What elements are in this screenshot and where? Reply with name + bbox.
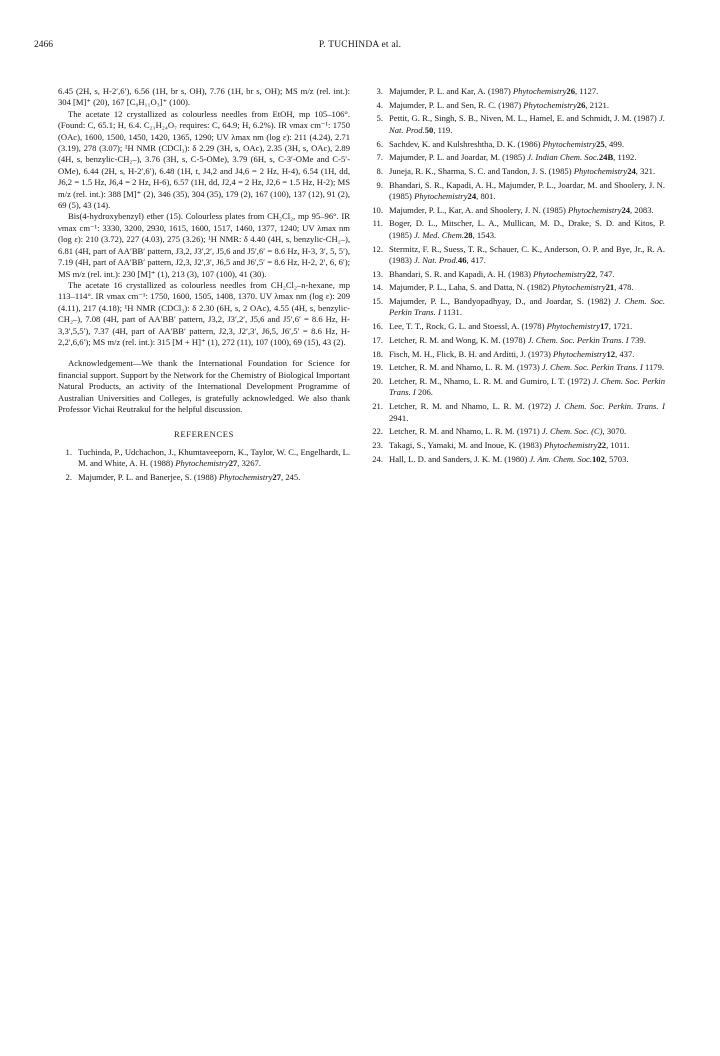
- reference-item: [369, 205, 665, 216]
- reference-item: [369, 166, 665, 177]
- reference-number: 5.: [376, 113, 383, 124]
- reference-authors: Majumder, P. L. and Banerjee, S. (1988): [78, 471, 217, 482]
- reference-source: Phytochemistry: [573, 165, 628, 176]
- reference-volume: 26: [576, 99, 586, 110]
- reference-source: J. Med. Chem.: [414, 229, 464, 240]
- reference-authors: Letcher, R. M. and Nhamo, L. R. M. (1971): [389, 426, 540, 437]
- reference-pages: , 5703.: [604, 453, 629, 464]
- experimental-paragraph: Bis(4-hydroxybenzyl) ether (15). Colourless plates from CH₂Cl₂, mp 95–96°. IR νmax cm⁻¹: 3330, 3200, 2930, 1615, 1600, 1517, 1460, 1377, 1240; UV λmax nm (log ε): 210 (3.72), 227 (4.03), 275 (3.26); ¹H NMR: δ 4.40 (4H, s, benzylic-CH₂–), 6.81 (4H, part of AA′BB′ pattern, J3,2, J3′,2′, J5,6 and J5′,6′ = 8.6 Hz, H-3, 3′, 5, 5′), 7.19 (4H, part of AA′BB′ pattern, J2,3, J2′,3′, J6,5 and J6′,5′ = 8.6 Hz, H-2, 2′, 6, 6′); MS m/z (rel. int.): 230 [M]⁺ (1), 213 (3), 107 (100), 41 (30).: [58, 211, 350, 279]
- reference-item: [369, 218, 665, 241]
- reference-volume: 22: [586, 268, 596, 279]
- reference-source: J. Chem. Soc. Perkin Trans. I: [527, 334, 629, 345]
- reference-number: 6.: [376, 138, 383, 149]
- reference-pages: , 417.: [466, 254, 486, 265]
- reference-authors: Lee, T. T., Rock, G. L. and Stoessl, A. (1978): [389, 321, 545, 332]
- reference-pages: , 1011.: [606, 439, 630, 450]
- reference-authors: Majumder, P. L. and Joardar, M. (1985): [389, 152, 526, 163]
- reference-authors: Letcher, R. M. and Nhamo, L. R. M. (1973): [389, 362, 540, 373]
- reference-number: 4.: [376, 99, 383, 110]
- reference-source: J. Chem. Soc. Perkin Trans. I: [541, 362, 643, 373]
- reference-item: [369, 180, 665, 203]
- reference-authors: Boger, D. L., Mitscher, L. A., Mullican, M. D., Drake, S. D. and Kitos, P. (1985): [389, 218, 665, 240]
- reference-pages: , 437.: [615, 348, 635, 359]
- reference-pages: , 2121.: [585, 99, 609, 110]
- reference-number: 11.: [372, 218, 383, 229]
- page-number: 2466: [34, 40, 53, 50]
- reference-source: Phytochemistry: [512, 86, 567, 96]
- reference-volume: 50: [424, 124, 434, 135]
- reference-number: 21.: [372, 401, 383, 412]
- reference-source: J. Chem. Soc. Perkin. Trans. I: [554, 401, 665, 412]
- reference-volume: 24: [467, 191, 477, 202]
- reference-authors: Majumder, P. L., Bandyopadhyay, D., and Joardar, S. (1982): [389, 296, 611, 307]
- reference-pages: , 478.: [614, 282, 634, 293]
- reference-pages: , 1721.: [608, 321, 633, 332]
- reference-number: 18.: [372, 348, 383, 359]
- reference-source: J. Chem. Soc. Perkin Trans. I: [389, 375, 665, 398]
- experimental-paragraph: 6.45 (2H, s, H-2′,6′), 6.56 (1H, br s, OH), 7.76 (1H, br s, OH); MS m/z (rel. int.): 304 [M]⁺ (20), 167 [C₉H₁₁O₃]⁺ (100).: [58, 86, 350, 108]
- reference-number: 7.: [376, 152, 383, 163]
- reference-source: Phytochemistry: [546, 321, 601, 332]
- reference-volume: 27: [228, 458, 238, 469]
- reference-volume: 12: [606, 348, 616, 359]
- reference-number: 24.: [372, 453, 383, 464]
- reference-authors: Letcher, R. M. and Nhamo, L. R. M. (1972): [389, 401, 552, 412]
- reference-pages: 1179.: [642, 362, 665, 373]
- reference-volume: 24: [627, 165, 636, 176]
- reference-number: 9.: [376, 179, 383, 190]
- reference-source: Phytochemistry: [175, 458, 229, 469]
- reference-pages: , 1543.: [472, 229, 497, 240]
- reference-list-left: [58, 447, 350, 484]
- reference-number: 12.: [372, 243, 383, 254]
- reference-item: [369, 139, 665, 150]
- reference-volume: 24B: [598, 152, 614, 163]
- reference-pages: 739.: [628, 334, 646, 345]
- reference-number: 16.: [372, 321, 383, 332]
- reference-source: Phytochemistry: [544, 439, 598, 450]
- reference-number: 14.: [372, 282, 383, 293]
- left-column: [58, 86, 350, 486]
- reference-pages: 1131.: [440, 307, 462, 318]
- reference-authors: Majumder, P. L. and Sen, R. C. (1987): [389, 99, 522, 110]
- reference-item: [369, 376, 665, 399]
- reference-source: Phytochemistry: [552, 282, 606, 293]
- reference-item: [369, 282, 665, 293]
- reference-number: 23.: [372, 439, 383, 450]
- acknowledgement: Acknowledgement—We thank the International Foundation for Science for financial support. Support by the Network for the Chemistry of Biological Important Natural Products, an activity of the International Development Programme of Australian Universities and Colleges, is gratefully acknowledged. We also thank Professor Vichai Reutrakul for the helpful discussion.: [58, 358, 350, 414]
- reference-pages: 206.: [415, 387, 433, 398]
- reference-authors: Letcher, R. M. and Wong, K. M. (1978): [389, 334, 526, 345]
- reference-volume: 46: [457, 254, 467, 265]
- reference-pages: , 3070.: [602, 426, 627, 437]
- reference-authors: Majumder, P. L., Laha, S. and Datta, N. (1982): [389, 282, 550, 293]
- reference-item: [369, 100, 665, 111]
- reference-source: J. Indian Chem. Soc.: [527, 152, 599, 163]
- reference-item: [369, 244, 665, 267]
- reference-source: Phytochemistry: [414, 191, 468, 202]
- reference-source: Phytochemistry: [218, 471, 273, 482]
- reference-pages: , 119.: [433, 124, 453, 135]
- reference-authors: Stermitz, F. R., Suess, T. R., Schauer, C. K., Anderson, O. P. and Bye, Jr., R. A. (1983): [389, 243, 665, 265]
- reference-number: 2.: [65, 471, 72, 482]
- reference-volume: 24: [621, 204, 631, 215]
- reference-item: [369, 86, 665, 97]
- reference-pages: , 747.: [595, 268, 615, 279]
- reference-source: J. Nat. Prod.: [389, 113, 665, 135]
- reference-item: [369, 269, 665, 280]
- reference-authors: Juneja, R. K., Sharma, S. C. and Tandon, J. S. (1985): [389, 165, 572, 176]
- reference-number: 3.: [376, 86, 383, 96]
- references-heading: REFERENCES: [174, 429, 234, 440]
- reference-item: [369, 113, 665, 136]
- reference-item: [369, 440, 665, 451]
- reference-item: [369, 321, 665, 332]
- reference-volume: 27: [272, 471, 282, 482]
- reference-item: [58, 472, 350, 483]
- reference-item: [369, 401, 665, 424]
- reference-source: Phytochemistry: [533, 268, 587, 279]
- reference-number: 20.: [372, 375, 383, 386]
- reference-pages: , 2083.: [630, 204, 654, 215]
- reference-volume: 26: [566, 86, 575, 96]
- reference-authors: Majumder, P. L. and Kar, A. (1987): [389, 86, 511, 96]
- reference-number: 13.: [372, 268, 383, 279]
- reference-number: 8.: [376, 165, 383, 176]
- reference-volume: 17: [600, 321, 609, 332]
- reference-authors: Hall, L. D. and Sanders, J. K. M. (1980): [389, 453, 528, 464]
- reference-item: [369, 362, 665, 373]
- reference-item: [369, 296, 665, 319]
- reference-source: J. Am. Chem. Soc.: [529, 453, 592, 464]
- experimental-paragraph: The acetate 16 crystallized as colourless needles from CH₂Cl₂–n-hexane, mp 113–114°. IR νmax cm⁻¹: 1750, 1600, 1505, 1408, 1370. UV λmax nm (log ε): 209 (4.11), 217 (4.18); ¹H NMR (CDCl₃): δ 2.30 (6H, s, 2 OAc), 4.55 (4H, s, benzylic-CH₂–), 7.08 (4H, part of AA′BB′ pattern, J3,2, J3′,2′, J5,6 and J5′,6′ = 8.6 Hz, H-3,3′,5,5′), 7.37 (4H, part of AA′BB′ pattern, J2,3, J2′,3′, J6,5, J6′,5′ = 8.6 Hz, H-2,2′,6,6′); MS m/z (rel. int.): 315 [M + H]⁺ (1), 272 (11), 107 (100), 69 (15), 43 (2).: [58, 279, 350, 347]
- reference-number: 10.: [372, 204, 383, 215]
- right-column: [369, 86, 665, 467]
- reference-authors: Takagi, S., Yamaki, M. and Inoue, K. (1983): [389, 439, 542, 450]
- reference-authors: Pettit, G. R., Singh, S. B., Niven, M. L., Hamel, E. and Schmidt, J. M. (1987): [389, 113, 657, 124]
- reference-item: [369, 152, 665, 163]
- reference-volume: 102: [591, 453, 605, 464]
- reference-authors: Bhandari, S. R., Kapadi, A. H., Majumder, P. L., Joardar, M. and Shoolery, J. N. (1985): [389, 179, 665, 202]
- reference-number: 19.: [372, 362, 383, 373]
- reference-authors: Tuchinda, P., Udchachon, J., Khumtaveeporn, K., Taylor, W. C., Engelhardt, L. M. and White, A. H. (1988): [78, 446, 350, 469]
- reference-pages: , 499.: [604, 138, 625, 149]
- reference-source: Phytochemistry: [567, 204, 622, 215]
- reference-source: J. Chem. Soc. (C): [541, 426, 603, 437]
- reference-source: Phytochemistry: [553, 348, 607, 359]
- reference-item: [369, 454, 665, 465]
- reference-authors: Majumder, P. L., Kar, A. and Shoolery, J. N. (1985): [389, 204, 566, 215]
- reference-pages: , 1192.: [613, 152, 637, 163]
- reference-volume: 28: [463, 229, 473, 240]
- reference-pages: , 245.: [281, 471, 301, 482]
- reference-pages: , 321.: [635, 165, 656, 176]
- reference-pages: , 3267.: [237, 458, 261, 469]
- reference-list-right: [369, 86, 665, 465]
- reference-volume: 25: [596, 138, 605, 149]
- reference-source: Phytochemistry: [523, 99, 577, 110]
- reference-authors: Bhandari, S. R. and Kapadi, A. H. (1983): [389, 268, 532, 279]
- reference-authors: Sachdev, K. and Kulshreshtha, D. K. (1986): [389, 138, 541, 149]
- reference-number: 22.: [372, 426, 383, 437]
- reference-source: Phytochemistry: [542, 138, 597, 149]
- running-title: P. TUCHINDA et al.: [318, 40, 402, 50]
- reference-pages: , 1127.: [574, 86, 599, 96]
- reference-item: [369, 335, 665, 346]
- reference-pages: , 801.: [476, 191, 496, 202]
- reference-item: [369, 426, 665, 437]
- reference-authors: Letcher, R. M., Nhamo, L. R. M. and Gumiro, I. T. (1972): [389, 375, 591, 386]
- reference-number: 17.: [372, 334, 383, 345]
- reference-number: 1.: [65, 446, 72, 457]
- reference-volume: 22: [597, 439, 607, 450]
- reference-source: J. Chem. Soc. Perkin Trans. I: [389, 296, 666, 318]
- reference-authors: Fisch, M. H., Flick, B. H. and Arditti, J. (1973): [389, 348, 551, 359]
- reference-source: J. Nat. Prod.: [414, 254, 458, 265]
- reference-item: [369, 349, 665, 360]
- reference-number: 15.: [372, 296, 383, 307]
- reference-item: [58, 447, 350, 470]
- reference-volume: 21: [605, 282, 615, 293]
- experimental-paragraph: The acetate 12 crystallized as colourless needles from EtOH, mp 105–106°. (Found: C, 65.1; H, 6.4. C₂₁H₂₄O₇ requires: C, 64.9; H, 6.2%). IR νmax cm⁻¹: 1750 (OAc), 1600, 1500, 1450, 1420, 1365, 1290; UV λmax nm (log ε): 211 (4.24), 2.71 (3.19), 278 (3.07); ¹H NMR (CDCl₃): δ 2.29 (3H, s, OAc), 2.35 (3H, s, OAc), 2.89 (4H, s, benzylic-CH₂–), 3.76 (3H, s, C-5-OMe), 3.79 (6H, s, C-3′-OMe and C-5′-OMe), 6.44 (2H, s, H-2′,6′), 6.48 (1H, t, J4,2 and J4,6 = 2 Hz, H-4), 6.54 (1H, dd, J6,2 = 1.5 Hz, J6,4 = 2 Hz, H-6), 6.57 (1H, dd, J2,4 = 2 Hz, J2,6 = 1.5 Hz, H-2); MS m/z (rel. int.): 388 [M]⁺ (2), 346 (35), 304 (35), 179 (2), 167 (100), 137 (12), 91 (2), 69 (5), 43 (14).: [58, 108, 350, 211]
- reference-pages: 2941.: [389, 412, 409, 423]
